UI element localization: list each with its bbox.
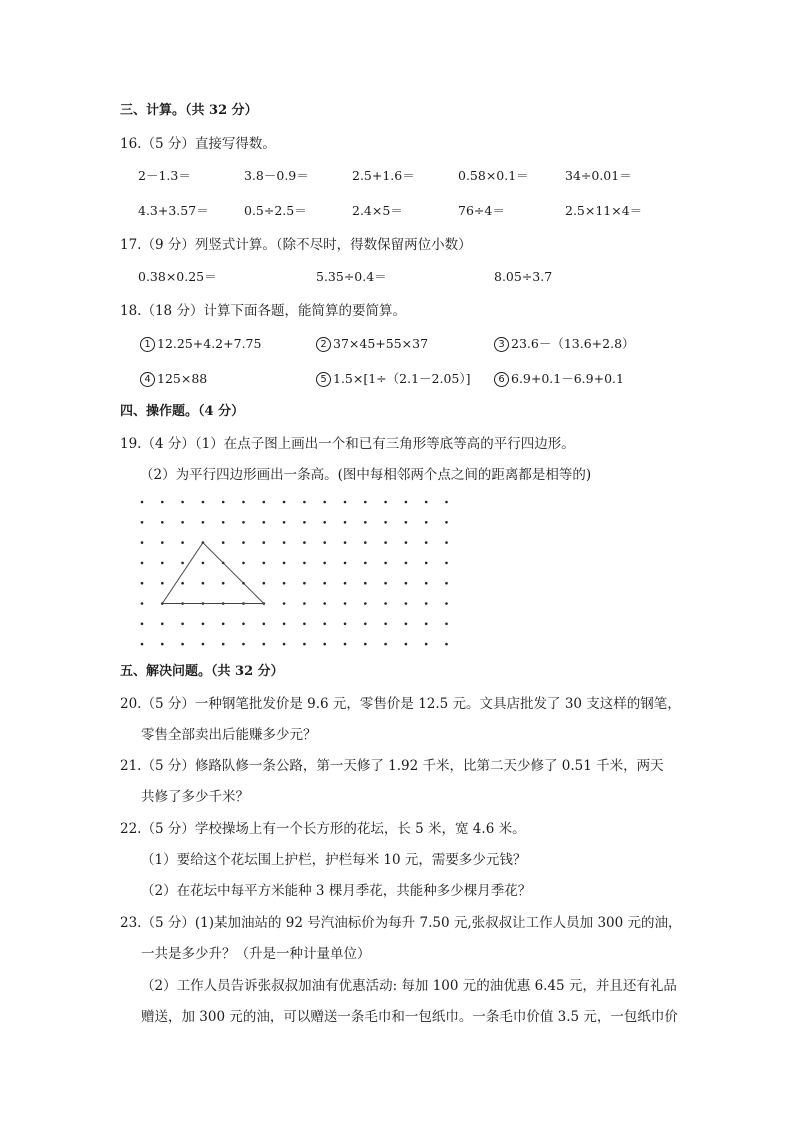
grid-dot <box>344 562 347 565</box>
grid-dot <box>161 643 164 646</box>
grid-dot <box>141 623 144 626</box>
q23-line: 23.（5 分）(1)某加油站的 92 号汽油标价为每升 7.50 元,张叔叔让工作人员加 300 元的油， <box>120 915 682 931</box>
grid-dot <box>303 623 306 626</box>
q17-item: 8.05÷3.7 <box>494 269 553 284</box>
grid-dot <box>202 501 205 504</box>
grid-dot <box>283 521 286 524</box>
grid-dot <box>405 562 408 565</box>
grid-dot <box>344 541 347 544</box>
grid-dot <box>425 541 428 544</box>
circled-number: 1 <box>140 337 155 352</box>
grid-dot <box>323 602 326 605</box>
grid-dot <box>141 582 144 585</box>
grid-dot <box>323 643 326 646</box>
grid-dot <box>425 582 428 585</box>
grid-dot <box>405 623 408 626</box>
triangle-shape <box>162 543 263 604</box>
section-3-title: 三、计算。（共 32 分） <box>120 103 258 118</box>
grid-dot <box>344 582 347 585</box>
grid-dot <box>202 562 205 565</box>
grid-dot <box>303 602 306 605</box>
q19-line: 19.（4 分）（1）在点子图上画出一个和已有三角形等底等高的平行四边形。 <box>120 436 575 452</box>
grid-dot <box>303 582 306 585</box>
grid-dot <box>283 562 286 565</box>
grid-dot <box>161 501 164 504</box>
grid-dot <box>445 501 448 504</box>
grid-dot <box>344 643 347 646</box>
grid-dot <box>405 643 408 646</box>
grid-dot <box>303 541 306 544</box>
q17-item: 5.35÷0.4＝ <box>316 269 387 284</box>
q23-line: 一共是多少升？（升是一种计量单位） <box>141 946 371 962</box>
q16-item: 4.3+3.57＝ <box>138 203 209 218</box>
grid-dot <box>445 602 448 605</box>
grid-dot <box>181 501 184 504</box>
q16-item: 76÷4＝ <box>458 203 505 218</box>
grid-dot <box>323 562 326 565</box>
q22-line: 22.（5 分）学校操场上有一个长方形的花坛，长 5 米，宽 4.6 米。 <box>120 821 526 837</box>
grid-dot <box>323 623 326 626</box>
q16-item: 2.5+1.6＝ <box>352 168 415 183</box>
q16-item: 0.5÷2.5＝ <box>244 203 307 218</box>
grid-dot <box>364 501 367 504</box>
grid-dot <box>323 582 326 585</box>
grid-dot <box>141 521 144 524</box>
grid-dot <box>384 501 387 504</box>
grid-dot <box>161 582 164 585</box>
grid-dot <box>344 602 347 605</box>
grid-dot <box>405 541 408 544</box>
grid-dot <box>181 541 184 544</box>
grid-dot <box>283 541 286 544</box>
grid-dot <box>222 643 225 646</box>
grid-dot <box>425 602 428 605</box>
grid-dot <box>425 643 428 646</box>
q18-expr: 12.25+4.2+7.75 <box>157 336 262 351</box>
circled-number: 2 <box>316 337 331 352</box>
grid-dot <box>384 582 387 585</box>
grid-dot <box>161 521 164 524</box>
grid-dot <box>222 623 225 626</box>
grid-dot <box>303 562 306 565</box>
grid-dot <box>405 602 408 605</box>
grid-dot <box>283 643 286 646</box>
grid-dot <box>283 501 286 504</box>
grid-dot <box>405 501 408 504</box>
grid-dot <box>425 521 428 524</box>
q18-item <box>316 334 428 354</box>
section-5-title: 五、解决问题。（共 32 分） <box>120 664 284 679</box>
grid-dot <box>303 501 306 504</box>
grid-dot <box>242 541 245 544</box>
section-4-title: 四、操作题。（4 分） <box>120 404 245 419</box>
q18-expr: 23.6－（13.6+2.8） <box>511 336 635 351</box>
q18-item <box>494 369 624 389</box>
q21-line: 21.（5 分）修路队修一条公路，第一天修了 1.92 千米，比第二天少修了 0.51 千米，两天 <box>120 758 664 774</box>
q17-item: 0.38×0.25＝ <box>138 269 217 284</box>
grid-dot <box>303 521 306 524</box>
grid-dot <box>364 643 367 646</box>
circled-number: 3 <box>494 337 509 352</box>
grid-dot <box>161 623 164 626</box>
grid-dot <box>242 623 245 626</box>
grid-dot <box>222 582 225 585</box>
grid-dot <box>323 521 326 524</box>
grid-dot <box>242 521 245 524</box>
grid-dot <box>323 501 326 504</box>
grid-dot <box>161 562 164 565</box>
q16-item: 34÷0.01＝ <box>565 168 632 183</box>
circled-number: 4 <box>140 372 155 387</box>
grid-dot <box>141 541 144 544</box>
grid-dot <box>364 541 367 544</box>
q16-item: 2.4×5＝ <box>352 203 403 218</box>
grid-dot <box>283 623 286 626</box>
grid-dot <box>263 541 266 544</box>
grid-dot <box>242 643 245 646</box>
grid-dot <box>202 643 205 646</box>
grid-dot <box>445 541 448 544</box>
grid-dot <box>283 602 286 605</box>
grid-dot <box>405 582 408 585</box>
dot-grid <box>130 492 460 652</box>
grid-dot <box>141 602 144 605</box>
grid-dot <box>384 643 387 646</box>
grid-dot <box>283 582 286 585</box>
q20-line: 20.（5 分）一种钢笔批发价是 9.6 元，零售价是 12.5 元。文具店批发了 30 支这样的钢笔， <box>120 696 681 712</box>
grid-dot <box>445 562 448 565</box>
circled-number: 6 <box>494 372 509 387</box>
grid-dot <box>405 521 408 524</box>
grid-dot <box>344 623 347 626</box>
q16-item: 2.5×11×4＝ <box>565 203 643 218</box>
q18-stem: 18.（18 分）计算下面各题，能简算的要简算。 <box>120 303 406 319</box>
grid-dot <box>141 501 144 504</box>
circled-number: 5 <box>316 372 331 387</box>
grid-dot <box>141 562 144 565</box>
grid-dot <box>181 562 184 565</box>
q16-item: 2－1.3＝ <box>138 168 191 183</box>
grid-dot <box>222 541 225 544</box>
grid-dot <box>263 521 266 524</box>
grid-dot <box>263 562 266 565</box>
grid-dot <box>222 501 225 504</box>
q18-item <box>140 369 207 389</box>
grid-dot <box>263 582 266 585</box>
q20-line: 零售全部卖出后能赚多少元？ <box>141 727 317 743</box>
q16-item: 0.58×0.1＝ <box>458 168 529 183</box>
grid-dot <box>263 623 266 626</box>
q18-expr: 125×88 <box>157 371 208 386</box>
q23-line: （2）工作人员告诉张叔叔加油有优惠活动: 每加 100 元的油优惠 6.45 元，并且还有礼品 <box>141 978 677 994</box>
grid-dot <box>384 602 387 605</box>
grid-dot <box>344 521 347 524</box>
grid-dot <box>445 623 448 626</box>
grid-dot <box>181 521 184 524</box>
grid-dot <box>202 582 205 585</box>
grid-dot <box>445 521 448 524</box>
grid-dot <box>425 501 428 504</box>
grid-dot <box>263 501 266 504</box>
grid-dot <box>181 643 184 646</box>
grid-dot <box>141 643 144 646</box>
q18-expr: 6.9+0.1－6.9+0.1 <box>511 371 624 386</box>
grid-dot <box>303 643 306 646</box>
q16-item: 3.8－0.9＝ <box>244 168 309 183</box>
grid-dot <box>202 521 205 524</box>
grid-dot <box>364 602 367 605</box>
grid-dot <box>181 623 184 626</box>
grid-dot <box>384 562 387 565</box>
q18-expr: 37×45+55×37 <box>333 336 429 351</box>
grid-dot <box>161 541 164 544</box>
grid-dot <box>242 501 245 504</box>
q19-line: （2）为平行四边形画出一条高。(图中每相邻两个点之间的距离都是相等的) <box>140 467 592 483</box>
grid-dot <box>242 562 245 565</box>
grid-dot <box>364 521 367 524</box>
q21-line: 共修了多少千米？ <box>141 789 249 805</box>
grid-dot <box>323 541 326 544</box>
grid-dot <box>202 623 205 626</box>
grid-dot <box>344 501 347 504</box>
grid-dot <box>364 582 367 585</box>
q22-line: （1）要给这个花坛围上护栏，护栏每米 10 元，需要多少元钱？ <box>141 852 527 868</box>
q18-expr: 1.5×[1÷（2.1－2.05）] <box>333 371 471 386</box>
grid-dot <box>445 582 448 585</box>
q18-item <box>494 334 635 354</box>
grid-dot <box>384 623 387 626</box>
q17-stem: 17.（9 分）列竖式计算。（除不尽时，得数保留两位小数） <box>120 237 472 253</box>
grid-dot <box>263 643 266 646</box>
q18-item <box>140 334 261 354</box>
grid-dot <box>425 623 428 626</box>
grid-dot <box>222 521 225 524</box>
q16-stem: 16.（5 分）直接写得数。 <box>120 136 276 152</box>
q22-line: （2）在花坛中每平方米能种 3 棵月季花，共能种多少棵月季花？ <box>141 883 532 899</box>
grid-dot <box>384 541 387 544</box>
grid-dot <box>181 582 184 585</box>
q18-item <box>316 369 471 389</box>
grid-dot <box>364 623 367 626</box>
grid-dot <box>425 562 428 565</box>
grid-dot <box>384 521 387 524</box>
grid-dot <box>364 562 367 565</box>
grid-dot <box>445 643 448 646</box>
q23-line: 赠送，加 300 元的油，可以赠送一条毛巾和一包纸巾。一条毛巾价值 3.5 元，一包纸巾价 <box>141 1009 678 1025</box>
